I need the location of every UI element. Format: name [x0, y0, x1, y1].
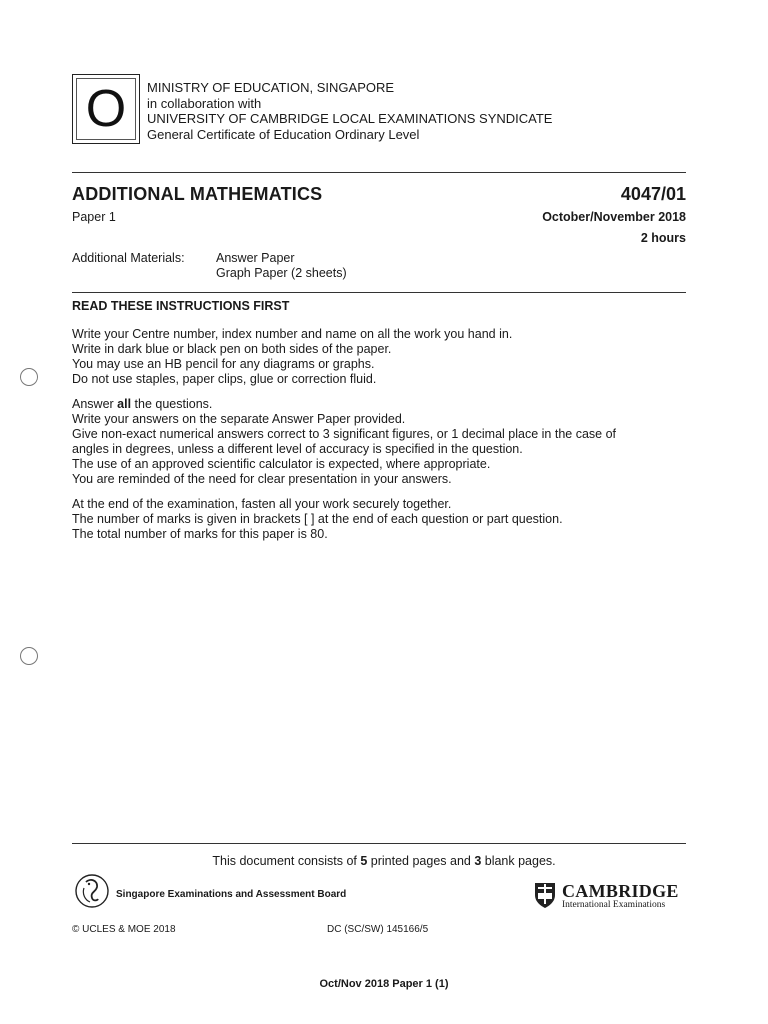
paper-stamp: Oct/Nov 2018 Paper 1 (1): [319, 978, 449, 990]
top-divider: [72, 172, 686, 173]
answer-all-bold: all: [117, 397, 132, 411]
instruction-line: You are reminded of the need for clear presentation in your answers.: [72, 472, 452, 486]
exam-level-logo: [72, 74, 140, 144]
instruction-line: Give non-exact numerical answers correct to 3 significant figures, or 1 decimal place in the case of: [72, 427, 617, 441]
seab-logo-icon: [72, 870, 112, 910]
pages-post: blank pages.: [481, 854, 556, 868]
header-collaboration: in collaboration with: [147, 96, 262, 111]
cambridge-crest-icon: [533, 881, 557, 909]
page-count-statement: [0, 854, 768, 869]
exam-duration: 2 hours: [640, 231, 686, 245]
answer-all-post: the questions.: [131, 397, 213, 411]
pages-pre: This document consists of: [212, 854, 361, 868]
seab-name: Singapore Examinations and Assessment Board: [116, 889, 347, 900]
instruction-line: Do not use staples, paper clips, glue or correction fluid.: [72, 372, 377, 386]
instruction-line: Write your Centre number, index number and name on all the work you hand in.: [72, 327, 513, 341]
blank-pages-count: 3: [474, 854, 482, 868]
paper-number: Paper 1: [72, 210, 116, 224]
header-gce-level: General Certificate of Education Ordinary Level: [147, 127, 420, 142]
paper-code: 4047/01: [620, 184, 686, 204]
instruction-line: The use of an approved scientific calculator is expected, where appropriate.: [72, 457, 491, 471]
punch-hole: [20, 368, 38, 386]
printed-pages-count: 5: [360, 854, 368, 868]
pages-mid: printed pages and: [367, 854, 475, 868]
material-graph-paper: Graph Paper (2 sheets): [216, 266, 347, 280]
instruction-line: Write your answers on the separate Answer Paper provided.: [72, 412, 406, 426]
instruction-line: The total number of marks for this paper is 80.: [72, 527, 328, 541]
instruction-line: angles in degrees, unless a different level of accuracy is specified in the question.: [72, 442, 523, 456]
header-cambridge-syndicate: UNIVERSITY OF CAMBRIDGE LOCAL EXAMINATIONS SYNDICATE: [147, 111, 553, 126]
instruction-line: At the end of the examination, fasten all your work securely together.: [72, 497, 452, 511]
punch-hole: [20, 647, 38, 665]
exam-session: October/November 2018: [542, 210, 686, 224]
subject-title: ADDITIONAL MATHEMATICS: [72, 184, 323, 204]
cambridge-wordmark: CAMBRIDGE: [562, 881, 679, 901]
copyright: © UCLES & MOE 2018: [72, 924, 176, 935]
material-answer-paper: Answer Paper: [216, 251, 295, 265]
materials-label: Additional Materials:: [72, 251, 185, 265]
answer-all-pre: Answer: [72, 397, 118, 411]
instruction-line: You may use an HB pencil for any diagrams or graphs.: [72, 357, 375, 371]
instruction-line: Write in dark blue or black pen on both sides of the paper.: [72, 342, 392, 356]
instructions-divider: [72, 292, 686, 293]
logo-letter: O: [85, 80, 127, 138]
footer-divider: [72, 843, 686, 844]
instruction-answer-all: [72, 397, 212, 412]
cambridge-subtitle: International Examinations: [562, 900, 666, 910]
header-ministry: MINISTRY OF EDUCATION, SINGAPORE: [147, 80, 395, 95]
document-code: DC (SC/SW) 145166/5: [327, 924, 429, 935]
instructions-heading: READ THESE INSTRUCTIONS FIRST: [72, 299, 290, 313]
instruction-line: The number of marks is given in brackets [ ] at the end of each question or part question.: [72, 512, 563, 526]
